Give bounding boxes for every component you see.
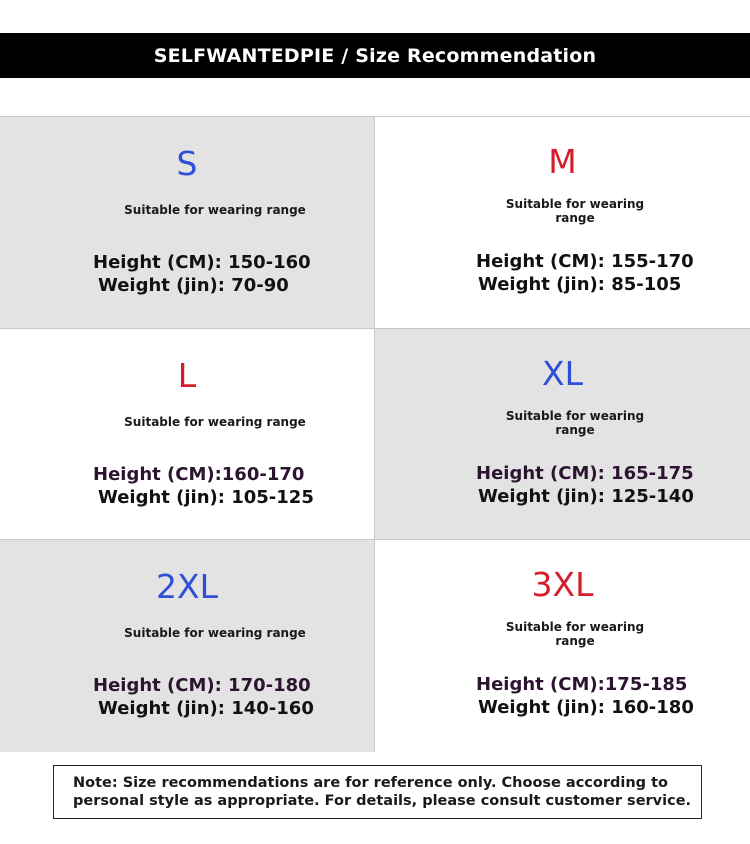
note-box [53,765,702,819]
size-label: M [548,142,577,181]
measurements [476,250,694,296]
measurements [476,462,694,508]
size-label: XL [542,354,583,393]
note-line-2: personal style as appropriate. For details, please consult customer service. [73,793,692,809]
weight-range: Weight (jin): 85-105 [478,274,682,295]
suitable-range-text: Suitable for wearing range [124,203,306,217]
page-title: SELFWANTEDPIE / Size Recommendation [153,44,597,67]
size-card-s [0,117,375,329]
height-range: Height (CM): 165-175 [476,463,694,484]
size-card-3xl [375,540,750,752]
suitable-range-text: Suitable for wearing range [505,620,645,648]
measurements [93,463,314,509]
suitable-range-text: Suitable for wearing range [505,409,645,437]
page-header [0,33,750,78]
weight-range: Weight (jin): 160-180 [478,697,694,718]
size-card-m [375,117,750,329]
height-range: Height (CM): 150-160 [93,252,311,273]
size-label: S [176,144,198,183]
weight-range: Weight (jin): 125-140 [478,486,694,507]
size-card-xl [375,329,750,540]
size-label: 2XL [156,567,218,606]
height-range: Height (CM): 155-170 [476,251,694,272]
suitable-range-text: Suitable for wearing range [124,626,306,640]
weight-range: Weight (jin): 140-160 [98,698,314,719]
height-range: Height (CM): 170-180 [93,675,311,696]
measurements [93,674,314,720]
height-range: Height (CM):160-170 [93,464,305,485]
measurements [476,673,694,719]
weight-range: Weight (jin): 105-125 [98,487,314,508]
size-card-l [0,329,375,540]
measurements [93,251,311,297]
suitable-range-text: Suitable for wearing range [124,415,306,429]
note-line-1: Note: Size recommendations are for reference only. Choose according to [73,775,669,791]
suitable-range-text: Suitable for wearing range [505,197,645,225]
weight-range: Weight (jin): 70-90 [98,275,289,296]
height-range: Height (CM):175-185 [476,674,688,695]
size-label: 3XL [531,565,594,604]
size-label: L [177,356,197,395]
size-grid [0,116,750,751]
size-card-2xl [0,540,375,752]
